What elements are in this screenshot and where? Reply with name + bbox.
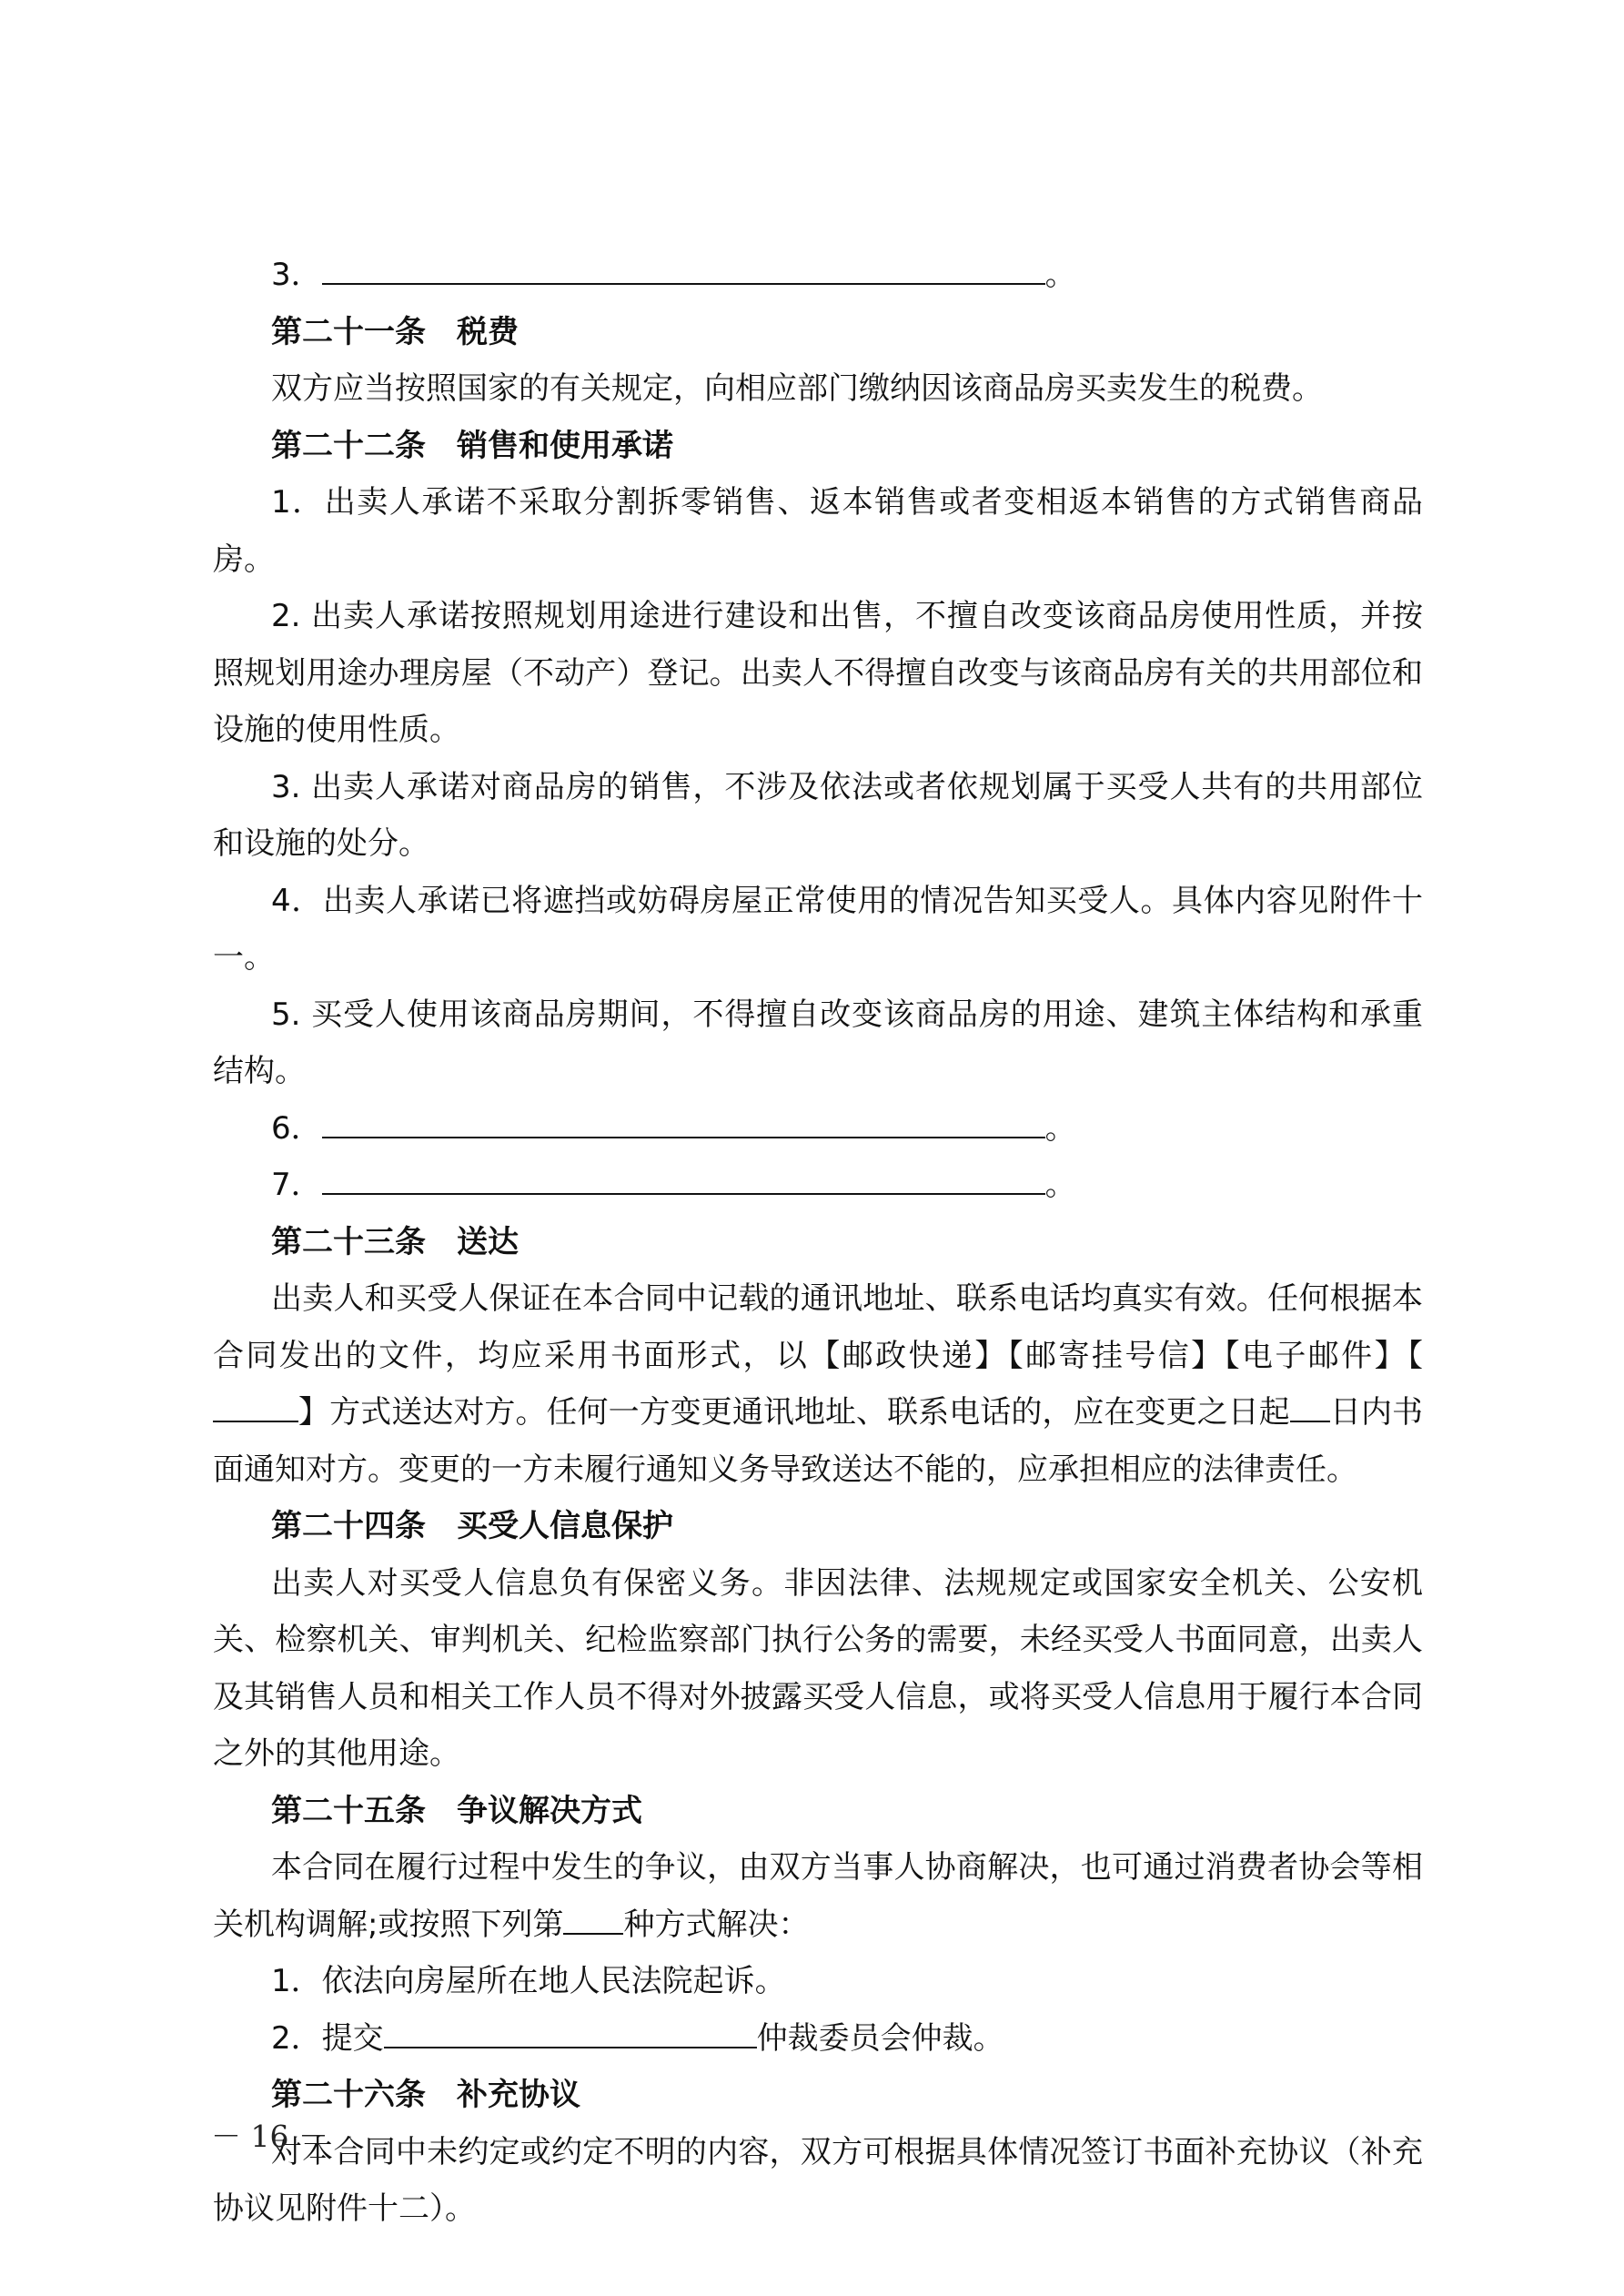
article-22-heading xyxy=(213,418,1423,475)
article-title: 补充协议 xyxy=(457,2077,580,2113)
blank-field xyxy=(322,1100,1045,1138)
contract-body xyxy=(213,247,1423,2238)
text-segment: 本合同在履行过程中发生的争议，由双方当事人协商解决，也可通过消费者协会等相关机构调解;或按照下列第 xyxy=(213,1849,1423,1943)
article-24-heading xyxy=(213,1498,1423,1555)
item-label: 3． xyxy=(271,257,322,293)
article-title: 税费 xyxy=(457,313,519,350)
item-label: 7． xyxy=(271,1167,322,1203)
blank-field xyxy=(322,247,1045,285)
article-number: 第二十四条 xyxy=(271,1508,426,1544)
article-title: 销售和使用承诺 xyxy=(457,427,673,464)
article-title: 争议解决方式 xyxy=(457,1792,642,1829)
article-26-heading xyxy=(213,2067,1423,2124)
item-suffix: 。 xyxy=(1044,1109,1076,1147)
item-label: 6． xyxy=(271,1109,322,1147)
blank-field xyxy=(384,2010,757,2048)
article-24-body: 出卖人对买受人信息负有保密义务。非因法律、法规规定或国家安全机关、公安机关、检察机关、审判机关、纪检监察部门执行公务的需要，未经买受人书面同意，出卖人及其销售人员和相关工作人员不得对外披露买受人信息，或将买受人信息用于履行本合同之外的其他用途。 xyxy=(213,1564,1423,1772)
article-22-item-4: 4．出卖人承诺已将遮挡或妨碍房屋正常使用的情况告知买受人。具体内容见附件十一。 xyxy=(213,882,1423,976)
article-number: 第二十五条 xyxy=(271,1792,426,1829)
item-suffix: 。 xyxy=(1044,1167,1076,1203)
article-23-body xyxy=(213,1270,1423,1498)
article-25-item-1: 1．依法向房屋所在地人民法院起诉。 xyxy=(271,1963,786,1999)
page-number: － 16 － xyxy=(211,2119,328,2154)
article-title: 买受人信息保护 xyxy=(457,1508,673,1544)
text-segment: 】方式送达对方。任何一方变更通讯地址、联系电话的，应在变更之日起 xyxy=(298,1394,1290,1431)
article-number: 第二十二条 xyxy=(271,427,426,464)
blank-field xyxy=(563,1896,623,1935)
article-number: 第二十六条 xyxy=(271,2077,426,2113)
blank-field xyxy=(322,1157,1045,1195)
blank-field xyxy=(213,1384,298,1422)
article-21-body: 双方应当按照国家的有关规定，向相应部门缴纳因该商品房买卖发生的税费。 xyxy=(271,370,1323,407)
text-segment: 仲裁委员会仲裁。 xyxy=(756,2019,1004,2057)
article-22-item-6 xyxy=(213,1100,1423,1158)
text-segment: 2．提交 xyxy=(271,2019,384,2057)
text-segment: 出卖人和买受人保证在本合同中记载的通讯地址、联系电话均真实有效。任何根据本合同发出的文件，均应采用书面形式，以【邮政快递】【邮寄挂号信】【电子邮件】【 xyxy=(213,1280,1423,1374)
article-22-item-1: 1．出卖人承诺不采取分割拆零销售、返本销售或者变相返本销售的方式销售商品房。 xyxy=(213,484,1423,578)
article-25-item-2 xyxy=(213,2010,1423,2068)
text-segment: 日内书面通知对方。变更的一方未履行通知义务导致送达不能的，应承担相应的法律责任。 xyxy=(213,1394,1424,1488)
article-21-heading xyxy=(213,304,1423,361)
item-3-line xyxy=(213,247,1423,304)
article-22-item-2: 2. 出卖人承诺按照规划用途进行建设和出售，不擅自改变该商品房使用性质，并按照规划用途办理房屋（不动产）登记。出卖人不得擅自改变与该商品房有关的共用部位和设施的使用性质。 xyxy=(213,598,1423,748)
article-26-body: 对本合同中未约定或约定不明的内容，双方可根据具体情况签订书面补充协议（补充协议见附件十二）。 xyxy=(213,2133,1423,2227)
article-22-item-7 xyxy=(213,1157,1423,1214)
blank-field xyxy=(1290,1384,1330,1422)
item-suffix: 。 xyxy=(1044,257,1076,293)
article-25-heading xyxy=(213,1783,1423,1840)
article-number: 第二十一条 xyxy=(271,313,426,350)
article-23-heading xyxy=(213,1214,1423,1271)
article-number: 第二十三条 xyxy=(271,1223,426,1260)
article-25-body xyxy=(213,1839,1423,1953)
article-22-item-5: 5. 买受人使用该商品房期间，不得擅自改变该商品房的用途、建筑主体结构和承重结构。 xyxy=(213,996,1423,1089)
article-22-item-3: 3. 出卖人承诺对商品房的销售，不涉及依法或者依规划属于买受人共有的共用部位和设施的处分。 xyxy=(213,768,1423,862)
text-segment: 种方式解决： xyxy=(623,1906,810,1943)
article-title: 送达 xyxy=(457,1223,519,1260)
